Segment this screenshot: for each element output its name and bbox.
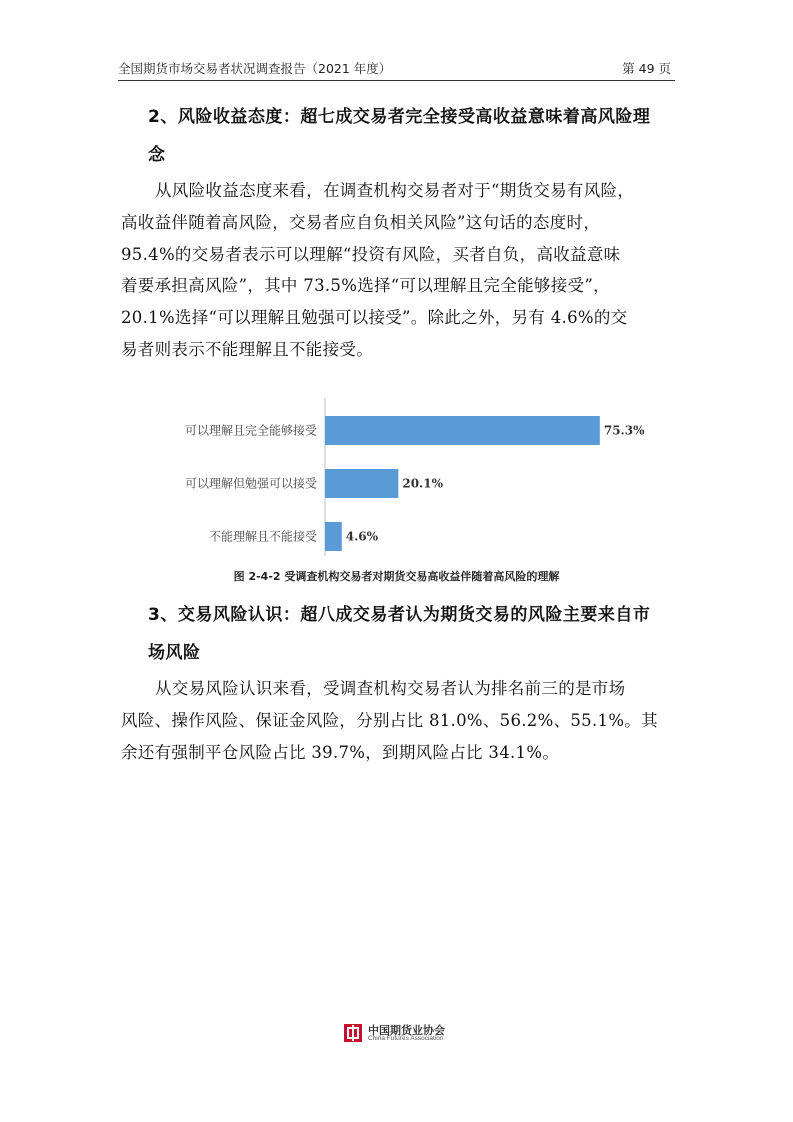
category-label: 可以理解且完全能够接受 xyxy=(184,423,317,438)
bar xyxy=(325,522,342,551)
section-3-title-line-1: 3、交易风险认识：超八成交易者认为期货交易的风险主要来自市 xyxy=(148,605,651,625)
section-2-title xyxy=(148,98,708,174)
section-2-paragraph xyxy=(121,175,681,366)
footer-logo xyxy=(344,1022,454,1044)
paragraph-line: 余还有强制平仓风险占比 39.7%，到期风险占比 34.1%。 xyxy=(121,742,560,762)
cfa-logo-icon xyxy=(344,1024,362,1042)
paragraph-line: 着要承担高风险”，其中 73.5%选择“可以理解且完全能够接受”， xyxy=(121,276,610,296)
value-label: 20.1% xyxy=(402,476,444,491)
paragraph-line: 易者则表示不能理解且不能接受。 xyxy=(121,339,373,359)
section-3-title xyxy=(148,596,708,672)
report-title: 全国期货市场交易者状况调查报告（2021 年度） xyxy=(118,61,392,76)
page-header xyxy=(118,52,675,81)
paragraph-line: 高收益伴随着高风险，交易者应自负相关风险”这句话的态度时， xyxy=(121,212,601,232)
paragraph-line: 从风险收益态度来看，在调查机构交易者对于“期货交易有风险， xyxy=(155,181,635,200)
value-label: 4.6% xyxy=(345,529,379,544)
bar xyxy=(325,416,600,445)
bar xyxy=(325,469,398,498)
paragraph-line: 95.4%的交易者表示可以理解“投资有风险，买者自负，高收益意味 xyxy=(121,244,621,264)
section-3-title-line-2: 场风险 xyxy=(148,643,201,663)
logo-chinese-name: 中国期货业协会 xyxy=(368,1024,445,1037)
risk-attitude-bar-chart xyxy=(150,396,670,556)
section-3-paragraph xyxy=(121,673,681,768)
figure-caption: 图 2-4-2 受调查机构交易者对期货交易高收益伴随着高风险的理解 xyxy=(233,570,560,583)
logo-english-name: China Futures Association xyxy=(368,1035,444,1042)
section-2-title-line-1: 2、风险收益态度：超七成交易者完全接受高收益意味着高风险理 xyxy=(148,107,651,127)
paragraph-line: 20.1%选择“可以理解且勉强可以接受”。除此之外，另有 4.6%的交 xyxy=(121,308,628,328)
category-label: 可以理解但勉强可以接受 xyxy=(184,476,317,491)
page-number: 第 49 页 xyxy=(622,61,671,76)
category-label: 不能理解且不能接受 xyxy=(208,529,317,544)
paragraph-line: 风险、操作风险、保证金风险，分别占比 81.0%、56.2%、55.1%。其 xyxy=(121,710,658,730)
paragraph-line: 从交易风险认识来看，受调查机构交易者认为排名前三的是市场 xyxy=(155,679,626,698)
section-2-title-line-2: 念 xyxy=(148,145,166,165)
value-label: 75.3% xyxy=(603,423,645,438)
